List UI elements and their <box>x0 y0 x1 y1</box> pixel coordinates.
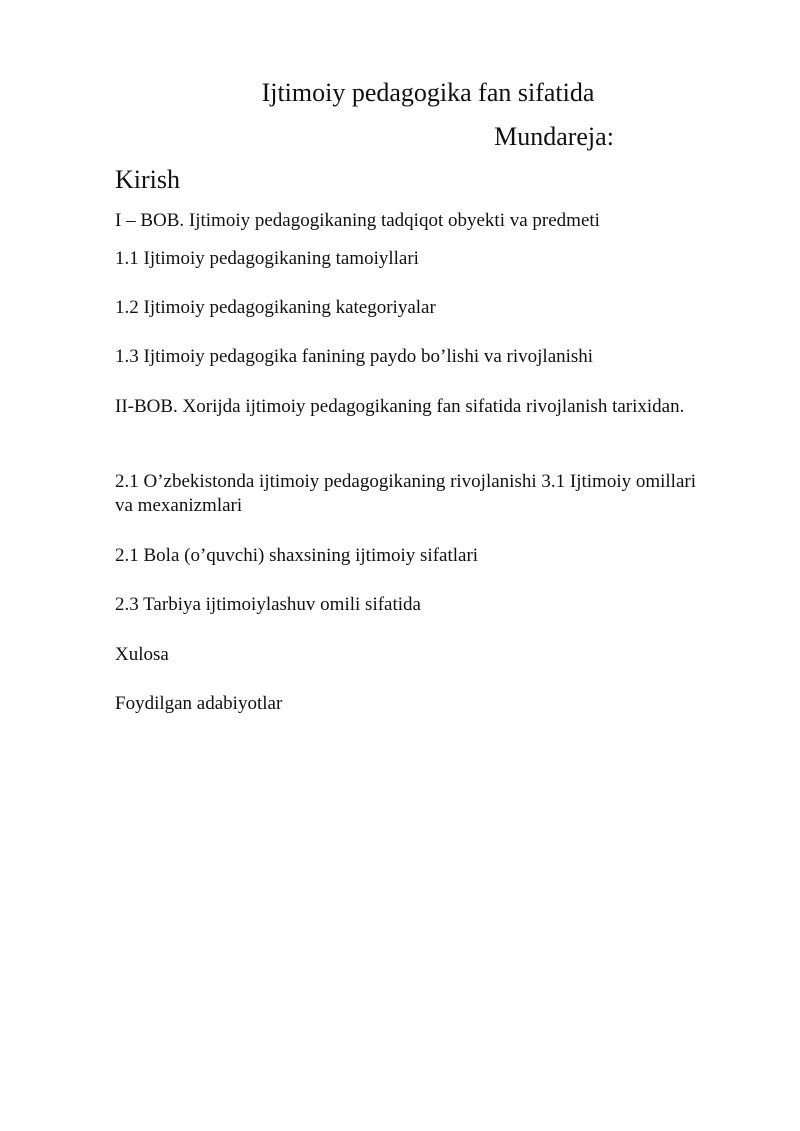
toc-entry-2-1b: 2.1 Bola (o’quvchi) shaxsining ijtimoiy sifatlari <box>115 545 479 566</box>
document-title: Ijtimoiy pedagogika fan sifatida <box>261 78 595 107</box>
toc-entry-2-1: 2.1 O’zbekistonda ijtimoiy pedagogikaning rivojlanishi 3.1 Ijtimoiy omillari va mexanizmlari <box>115 471 697 516</box>
toc-entry-1-3: 1.3 Ijtimoiy pedagogika fanining paydo bo’lishi va rivojlanishi <box>115 346 594 367</box>
toc-entry-1-2: 1.2 Ijtimoiy pedagogikaning kategoriyalar <box>115 297 436 318</box>
toc-entry-chapter-1: I – BOB. Ijtimoiy pedagogikaning tadqiqot obyekti va predmeti <box>115 210 600 231</box>
toc-entry-chapter-2: II-BOB. Xorijda ijtimoiy pedagogikaning fan sifatida rivojlanish tarixidan. <box>115 396 685 417</box>
toc-entry-conclusion: Xulosa <box>115 644 169 665</box>
toc-entry-references: Foydilgan adabiyotlar <box>115 693 283 714</box>
toc-entry-2-3: 2.3 Tarbiya ijtimoiylashuv omili sifatida <box>115 594 421 615</box>
toc-intro: Kirish <box>115 165 180 194</box>
toc-entry-1-1: 1.1 Ijtimoiy pedagogikaning tamoiyllari <box>115 248 419 269</box>
table-of-contents-heading: Mundareja: <box>494 122 614 151</box>
